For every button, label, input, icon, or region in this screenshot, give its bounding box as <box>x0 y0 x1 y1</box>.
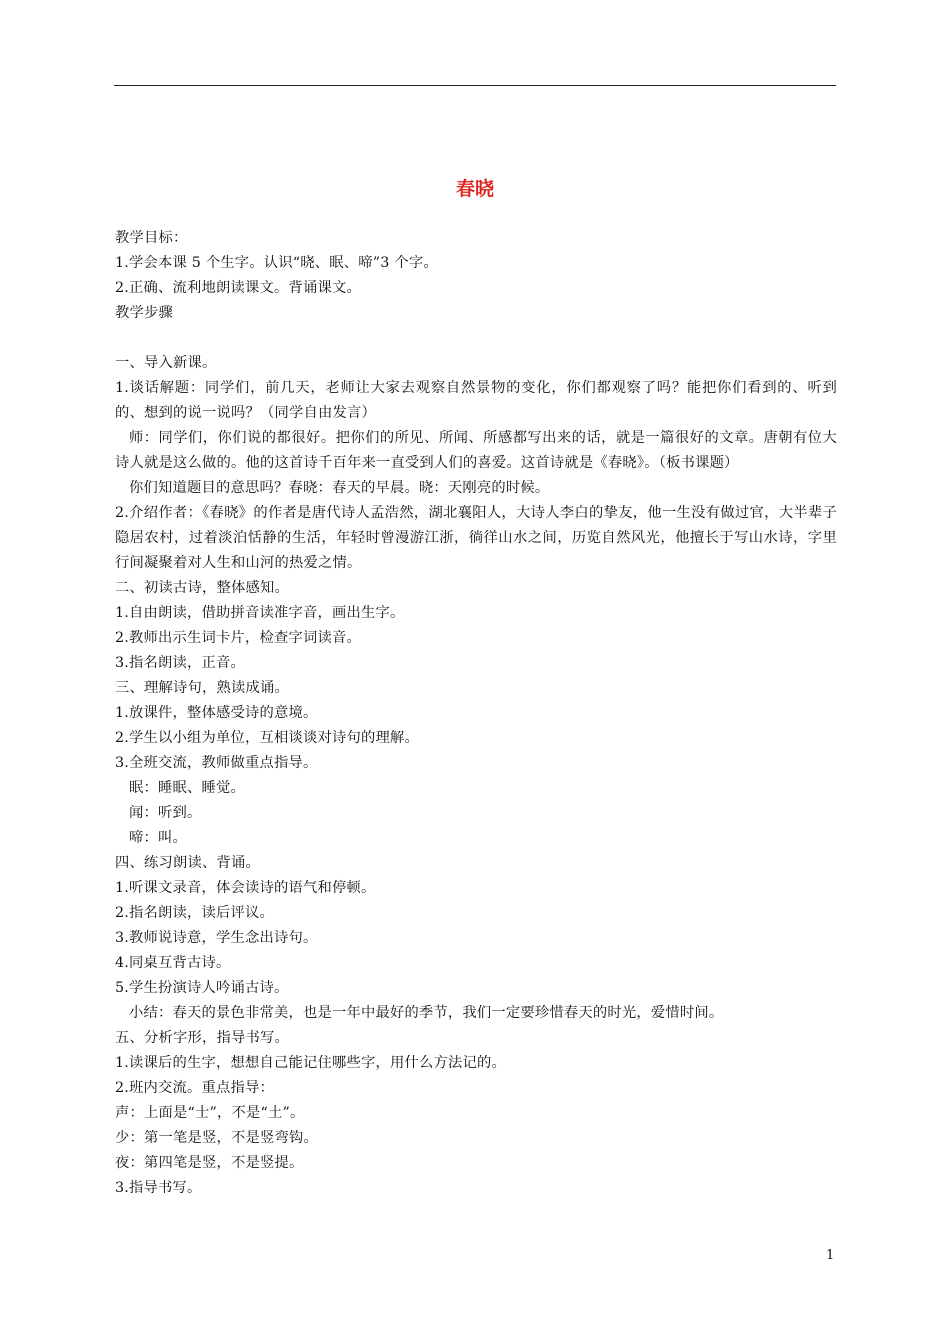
list-item: 2.教师出示生词卡片，检查字词读音。 <box>115 630 361 646</box>
list-item: 1.读课后的生字，想想自己能记住哪些字，用什么方法记的。 <box>115 1055 506 1071</box>
word-note: 闻：听到。 <box>129 805 202 821</box>
steps-heading: 教学步骤 <box>115 305 173 321</box>
list-item: 1.放课件，整体感受诗的意境。 <box>115 705 318 721</box>
character-note: 声：上面是“士”，不是“土”。 <box>115 1105 305 1121</box>
list-item: 3.全班交流，教师做重点指导。 <box>115 755 318 771</box>
section-heading: 四、练习朗读、背诵。 <box>115 855 260 871</box>
summary: 小结：春天的景色非常美，也是一年中最好的季节，我们一定要珍惜春天的时光，爱惜时间。 <box>129 1005 724 1021</box>
section-heading: 五、分析字形，指导书写。 <box>115 1030 289 1046</box>
goal-item: 2.正确、流利地朗读课文。背诵课文。 <box>115 280 361 296</box>
list-item: 2.学生以小组为单位，互相谈谈对诗句的理解。 <box>115 730 419 746</box>
document-title: 春晓 <box>455 178 494 200</box>
word-note: 啼：叫。 <box>129 830 187 846</box>
list-item: 1.听课文录音，体会读诗的语气和停顿。 <box>115 880 376 896</box>
paragraph: 你们知道题目的意思吗？春晓：春天的早晨。晓：天刚亮的时候。 <box>129 480 550 496</box>
header-rule <box>114 85 836 86</box>
list-item: 5.学生扮演诗人吟诵古诗。 <box>115 980 289 996</box>
list-item: 3.指名朗读，正音。 <box>115 655 246 671</box>
paragraph: 2.介绍作者：《春晓》的作者是唐代诗人孟浩然，湖北襄阳人，大诗人李白的挚友，他一生没有做过官，大半辈子隐居农村，过着淡泊恬静的生活，年轻时曾漫游江浙，徜徉山水之间，历览自然风光，他擅长于写山水诗，字里行间凝聚着对人生和山河的热爱之情。 <box>115 505 837 571</box>
page-number: 1 <box>826 1248 835 1263</box>
list-item: 3.教师说诗意，学生念出诗句。 <box>115 930 318 946</box>
section-heading: 三、理解诗句，熟读成诵。 <box>115 680 289 696</box>
goals-heading: 教学目标： <box>115 230 188 246</box>
list-item: 3.指导书写。 <box>115 1180 202 1196</box>
paragraph: 1.谈话解题：同学们，前几天，老师让大家去观察自然景物的变化，你们都观察了吗？能把你们看到的、听到的、想到的说一说吗？（同学自由发言） <box>115 380 837 421</box>
paragraph: 师：同学们，你们说的都很好。把你们的所见、所闻、所感都写出来的话，就是一篇很好的文章。唐朝有位大诗人就是这么做的。他的这首诗千百年来一直受到人们的喜爱。这首诗就是《春晓》。（板书课题） <box>115 430 837 471</box>
list-item: 2.班内交流。重点指导： <box>115 1080 275 1096</box>
list-item: 2.指名朗读，读后评议。 <box>115 905 275 921</box>
section-heading: 二、初读古诗，整体感知。 <box>115 580 289 596</box>
word-note: 眠：睡眠、睡觉。 <box>129 780 245 796</box>
character-note: 夜：第四笔是竖，不是竖提。 <box>115 1155 304 1171</box>
list-item: 4.同桌互背古诗。 <box>115 955 231 971</box>
section-heading: 一、导入新课。 <box>115 355 217 371</box>
document-body <box>115 226 837 1201</box>
blank-line <box>115 326 837 351</box>
character-note: 少：第一笔是竖，不是竖弯钩。 <box>115 1130 318 1146</box>
list-item: 1.自由朗读，借助拼音读准字音，画出生字。 <box>115 605 405 621</box>
goal-item: 1.学会本课 5 个生字。认识“晓、眠、啼”3 个字。 <box>115 255 438 271</box>
